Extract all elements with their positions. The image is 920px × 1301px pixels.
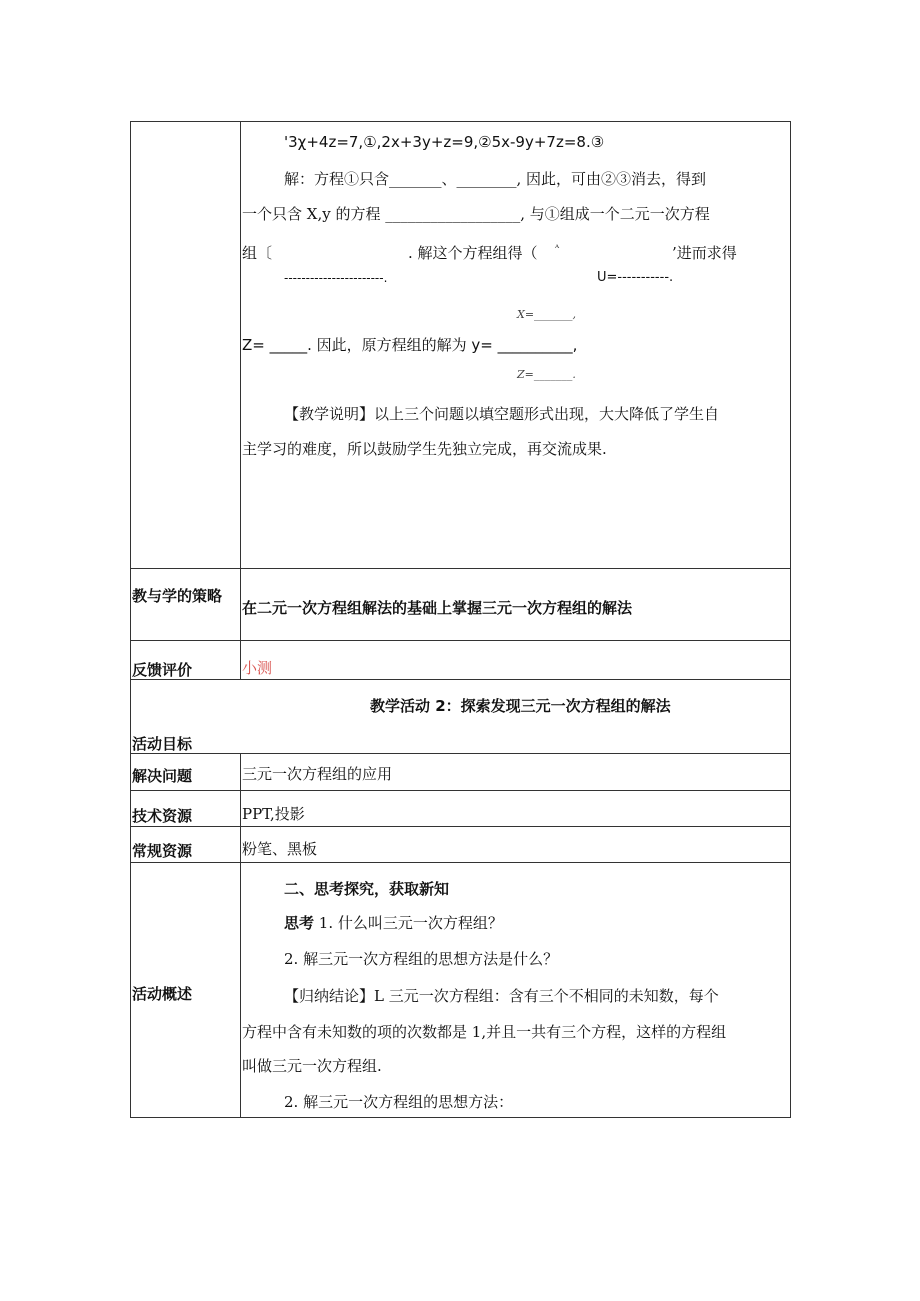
table-col-divider-a <box>240 121 241 680</box>
equation-system: '3χ+4z=7,①,2x+3y+z=9,②5x-9y+7z=8.③ <box>284 133 605 151</box>
solve-line-2: 一个只含 X,y 的方程 __________________, 与①组成一个二元一次方程 <box>242 205 710 223</box>
goal-label: 活动目标 <box>132 735 193 753</box>
table-border-top <box>130 121 790 122</box>
conclusion-line-2: 方程中含有未知数的项的次数都是 1,并且一共有三个方程，这样的方程组 <box>242 1023 727 1041</box>
tech-value: PPT,投影 <box>242 805 305 823</box>
conclusion-line-1: 【归纳结论】L 三元一次方程组：含有三个不相同的未知数，每个 <box>284 987 719 1005</box>
table-border-row1 <box>130 568 790 569</box>
solve-line-3b: . 解这个方程组得（ <box>408 244 538 262</box>
strategy-value: 在二元一次方程组解法的基础上掌握三元一次方程组的解法 <box>242 599 633 617</box>
solve-line-3d: ’进而求得 <box>672 244 737 262</box>
overview-heading: 二、思考探究，获取新知 <box>284 880 450 898</box>
table-border-row4 <box>130 753 790 754</box>
feedback-label: 反馈评价 <box>132 661 193 679</box>
table-border-bottom <box>130 1117 790 1118</box>
table-border-row7 <box>130 862 790 863</box>
z-line: Z= _____. 因此，原方程组的解为 y= __________, <box>242 336 578 354</box>
z-blank: Z=_______. <box>517 368 576 381</box>
table-border-row6 <box>130 826 790 827</box>
solve-line-3c: ᴬ <box>555 244 560 254</box>
think-question-1 <box>284 914 503 932</box>
conclusion-line-3: 叫做三元一次方程组. <box>242 1057 382 1075</box>
solve-line-3a: 组〔 <box>242 244 273 262</box>
table-border-row2 <box>130 640 790 641</box>
strategy-label: 教与学的策略 <box>132 587 223 605</box>
dash-right-blank: U=-----------. <box>597 270 674 285</box>
tech-label: 技术资源 <box>132 807 193 825</box>
regular-value: 粉笔、黑板 <box>242 840 318 858</box>
overview-label: 活动概述 <box>132 985 193 1003</box>
think-question-1-text: 1. 什么叫三元一次方程组？ <box>314 914 503 932</box>
solve-line-1: 解：方程①只含_______、________, 因此，可由②③消去，得到 <box>284 170 707 188</box>
method-line: 2. 解三元一次方程组的思想方法： <box>284 1093 514 1111</box>
problem-value: 三元一次方程组的应用 <box>242 765 393 783</box>
think-label: 思考 <box>284 914 315 932</box>
think-question-2: 2. 解三元一次方程组的思想方法是什么？ <box>284 950 559 968</box>
table-border-right <box>790 121 791 1118</box>
table-border-row3 <box>130 679 790 680</box>
teaching-note-line-1: 【教学说明】以上三个问题以填空题形式出现，大大降低了学生自 <box>284 405 720 423</box>
feedback-value: 小测 <box>242 659 273 677</box>
dash-left-blank: -----------------------. <box>284 271 388 285</box>
table-col-divider-b <box>240 753 241 1118</box>
teaching-note-line-2: 主学习的难度，所以鼓励学生先独立完成，再交流成果. <box>242 440 607 458</box>
table-border-left <box>130 121 131 1118</box>
problem-label: 解决问题 <box>132 767 193 785</box>
activity-title: 教学活动 2：探索发现三元一次方程组的解法 <box>370 697 671 715</box>
regular-label: 常规资源 <box>132 842 193 860</box>
table-border-row5 <box>130 790 790 791</box>
x-blank: X=_______, <box>517 308 577 321</box>
